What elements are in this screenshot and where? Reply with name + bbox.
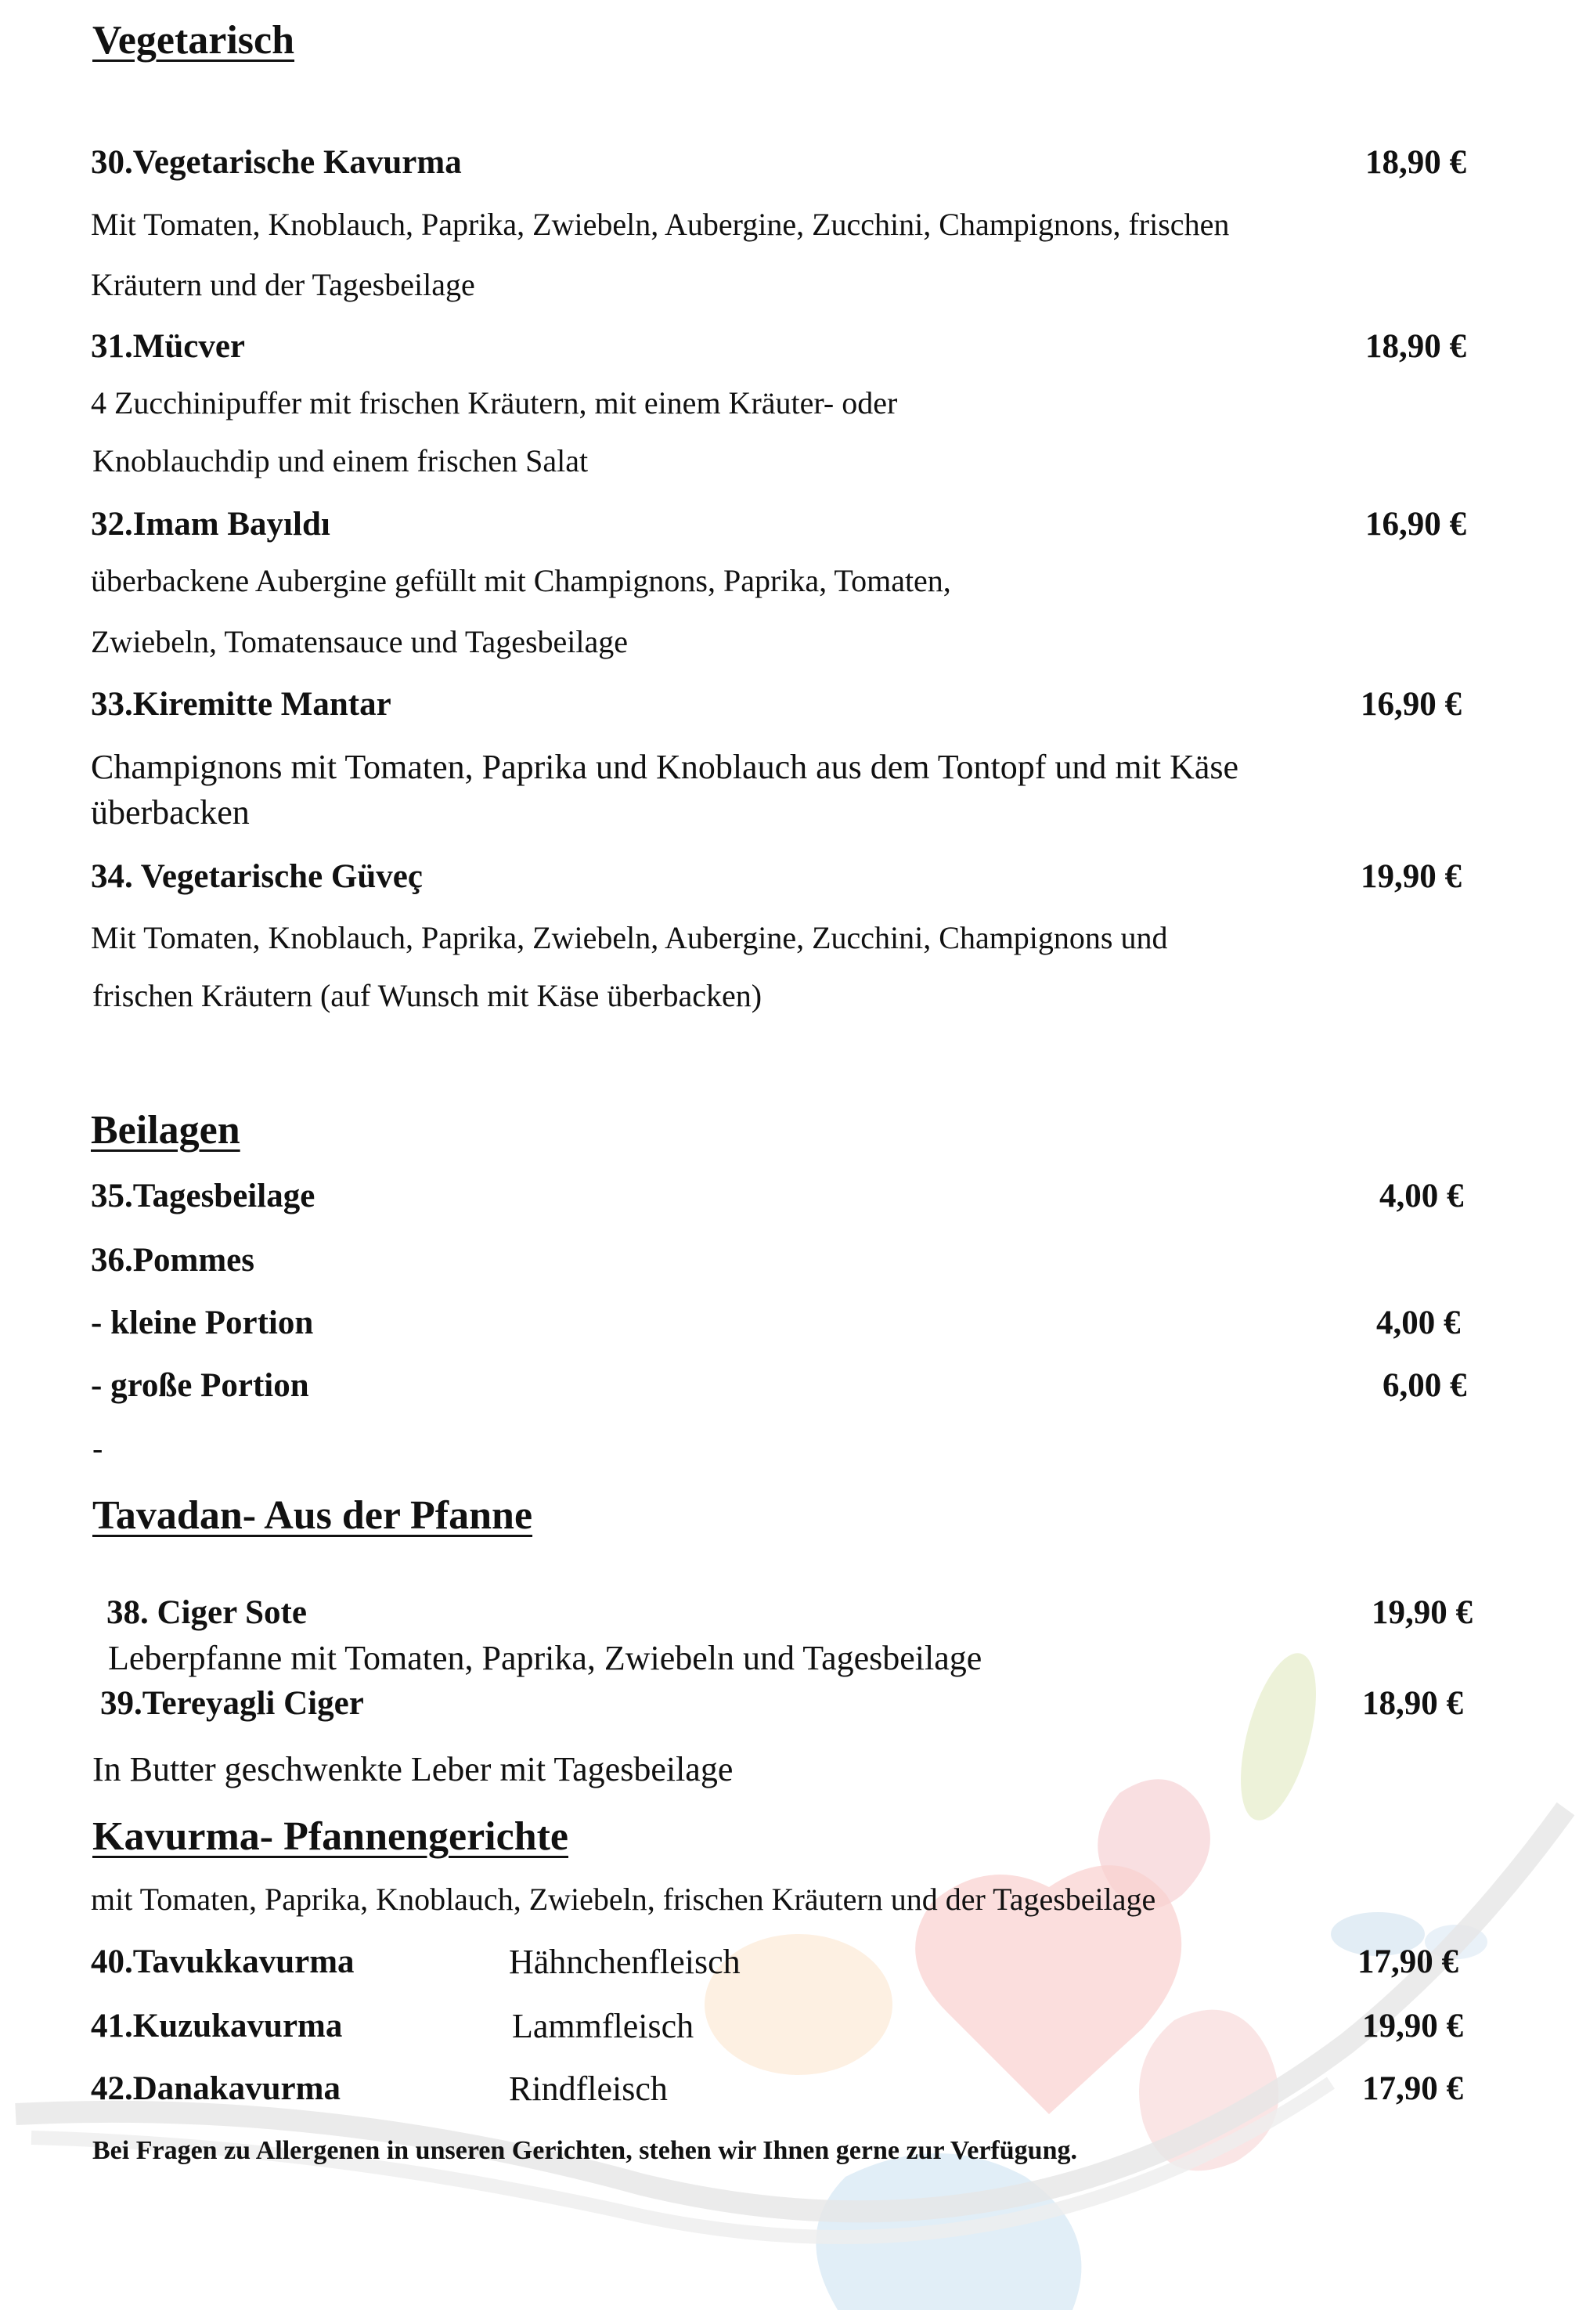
menu-item-description: Zwiebeln, Tomatensauce und Tagesbeilage: [91, 624, 629, 659]
menu-item-name: - kleine Portion: [91, 1305, 314, 1341]
menu-item-description: Knoblauchdip und einem frischen Salat: [92, 443, 589, 478]
menu-item-name: 33.Kiremitte Mantar: [91, 686, 391, 723]
menu-item-name: 32.Imam Bayıldı: [91, 506, 330, 543]
menu-item-meat: Rindfleisch: [509, 2070, 668, 2108]
menu-item-name: - große Portion: [91, 1367, 309, 1404]
menu-item-price: 16,90 €: [1361, 686, 1462, 723]
menu-item-price: 17,90 €: [1362, 2070, 1463, 2107]
menu-item-price: 4,00 €: [1379, 1178, 1464, 1214]
menu-item-meat: Hähnchenfleisch: [509, 1943, 741, 1981]
menu-item-name: 34. Vegetarische Güveç: [91, 858, 423, 895]
menu-item-name: 31.Mücver: [91, 328, 246, 365]
menu-item-description: Leberpfanne mit Tomaten, Paprika, Zwiebeln und Tagesbeilage: [108, 1639, 982, 1677]
menu-item-name: 36.Pommes: [91, 1242, 254, 1279]
section-intro: mit Tomaten, Paprika, Knoblauch, Zwiebeln, frischen Kräutern und der Tagesbeilage: [91, 1882, 1156, 1917]
menu-item-price: 18,90 €: [1365, 144, 1466, 181]
menu-item-description: In Butter geschwenkte Leber mit Tagesbeilage: [92, 1750, 734, 1788]
menu-item-description: 4 Zucchinipuffer mit frischen Kräutern, mit einem Kräuter- oder: [91, 385, 898, 420]
menu-item-description: Mit Tomaten, Knoblauch, Paprika, Zwiebeln, Aubergine, Zucchini, Champignons und: [91, 920, 1168, 955]
menu-item-description: Kräutern und der Tagesbeilage: [91, 267, 475, 302]
menu-item-name: 38. Ciger Sote: [106, 1594, 307, 1631]
menu-item-price: 18,90 €: [1365, 328, 1466, 365]
menu-item-description: überbackene Aubergine gefüllt mit Champignons, Paprika, Tomaten,: [91, 563, 951, 598]
menu-item-description: überbacken: [91, 793, 250, 832]
menu-item-price: 19,90 €: [1362, 2008, 1463, 2044]
menu-item-description: Mit Tomaten, Knoblauch, Paprika, Zwiebeln, Aubergine, Zucchini, Champignons, frischen: [91, 207, 1230, 242]
menu-item-name: 35.Tagesbeilage: [91, 1178, 315, 1214]
menu-item-description: Champignons mit Tomaten, Paprika und Knoblauch aus dem Tontopf und mit Käse: [91, 748, 1239, 786]
menu-item-price: 19,90 €: [1361, 858, 1462, 895]
menu-item-meat: Lammfleisch: [512, 2007, 694, 2045]
menu-item-name: 41.Kuzukavurma: [91, 2008, 343, 2044]
section-heading-kavurma: Kavurma- Pfannengerichte: [92, 1814, 569, 1859]
menu-item-price: 16,90 €: [1365, 506, 1466, 543]
section-heading-beilagen: Beilagen: [91, 1108, 240, 1153]
section-heading-tavadan: Tavadan- Aus der Pfanne: [92, 1493, 533, 1538]
menu-item-price: 4,00 €: [1376, 1305, 1461, 1341]
menu-item-name: -: [92, 1431, 103, 1466]
menu-item-name: 30.Vegetarische Kavurma: [91, 144, 462, 181]
menu-item-price: 19,90 €: [1372, 1594, 1473, 1631]
menu-item-price: 6,00 €: [1383, 1367, 1467, 1404]
allergen-note: Bei Fragen zu Allergenen in unseren Gerichten, stehen wir Ihnen gerne zur Verfügung.: [92, 2136, 1077, 2165]
menu-item-name: 40.Tavukkavurma: [91, 1943, 355, 1980]
section-heading-vegetarisch: Vegetarisch: [92, 18, 295, 63]
menu-item-price: 18,90 €: [1362, 1685, 1463, 1722]
menu-item-name: 42.Danakavurma: [91, 2070, 341, 2107]
menu-item-name: 39.Tereyagli Ciger: [100, 1685, 364, 1722]
menu-item-price: 17,90 €: [1357, 1943, 1458, 1980]
menu-item-description: frischen Kräutern (auf Wunsch mit Käse überbacken): [92, 978, 762, 1013]
